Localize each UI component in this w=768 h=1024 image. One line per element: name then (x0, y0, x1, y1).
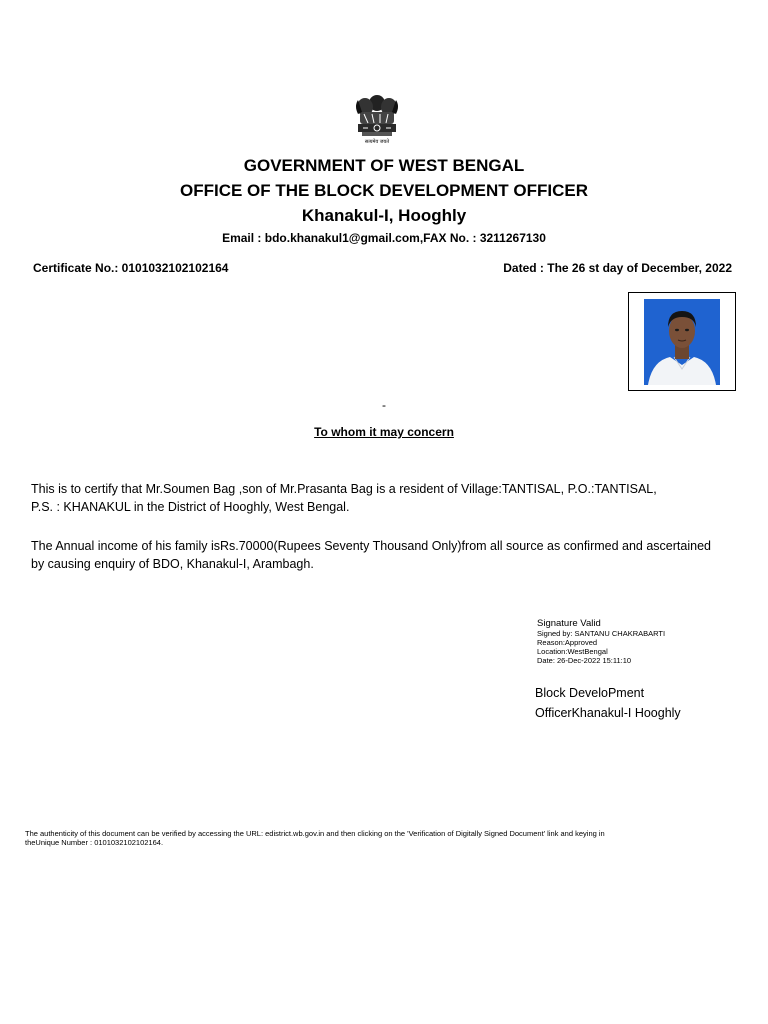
signature-signed-by: Signed by: SANTANU CHAKRABARTI (537, 629, 666, 638)
signature-date: Date: 26-Dec-2022 15:11:10 (537, 656, 632, 665)
residence-paragraph (31, 480, 743, 516)
designation-line-1: Block DeveloPment (535, 686, 645, 700)
verification-footer (25, 829, 735, 847)
income-line-1: The Annual income of his family isRs.70000(Rupees Seventy Thousand Only)from all source as confirmed and ascertained (31, 539, 711, 553)
photo-frame (628, 292, 736, 391)
signatory-designation (535, 684, 681, 723)
footer-line-1: The authenticity of this document can be verified by accessing the URL: edistrict.wb.gov.in and then clicking on the 'Verification of Digitally Signed Document' link and keying in (25, 829, 605, 838)
residence-line-1: This is to certify that Mr.Soumen Bag ,son of Mr.Prasanta Bag is a resident of Village:TANTISAL, P.O.:TANTISAL, (31, 482, 657, 496)
digital-signature-block (537, 618, 665, 665)
emblem-caption: सत्यमेव जयते (364, 139, 390, 145)
income-paragraph (31, 537, 743, 573)
office-title: OFFICE OF THE BLOCK DEVELOPMENT OFFICER (180, 181, 588, 200)
signature-status: Signature Valid (537, 618, 601, 629)
signature-location: Location:WestBengal (537, 647, 608, 656)
income-line-2: by causing enquiry of BDO, Khanakul-I, Arambagh. (31, 557, 314, 571)
applicant-photo (644, 299, 720, 385)
designation-line-2: OfficerKhanakul-I Hooghly (535, 705, 681, 720)
salutation: To whom it may concern (314, 425, 454, 439)
residence-line-2: P.S. : KHANAKUL in the District of Hooghly, West Bengal. (31, 500, 350, 514)
contact-line: Email : bdo.khanakul1@gmail.com,FAX No. : 3211267130 (222, 231, 546, 245)
footer-line-2: theUnique Number : 0101032102102164. (25, 838, 164, 847)
issue-date: Dated : The 26 st day of December, 2022 (503, 261, 732, 275)
signature-reason: Reason:Approved (537, 638, 598, 647)
separator-dash: - (382, 398, 386, 412)
state-emblem (350, 92, 404, 148)
block-title: Khanakul-I, Hooghly (301, 206, 467, 225)
certificate-number: Certificate No.: 0101032102102164 (33, 261, 229, 275)
government-title: GOVERNMENT OF WEST BENGAL (243, 156, 525, 175)
